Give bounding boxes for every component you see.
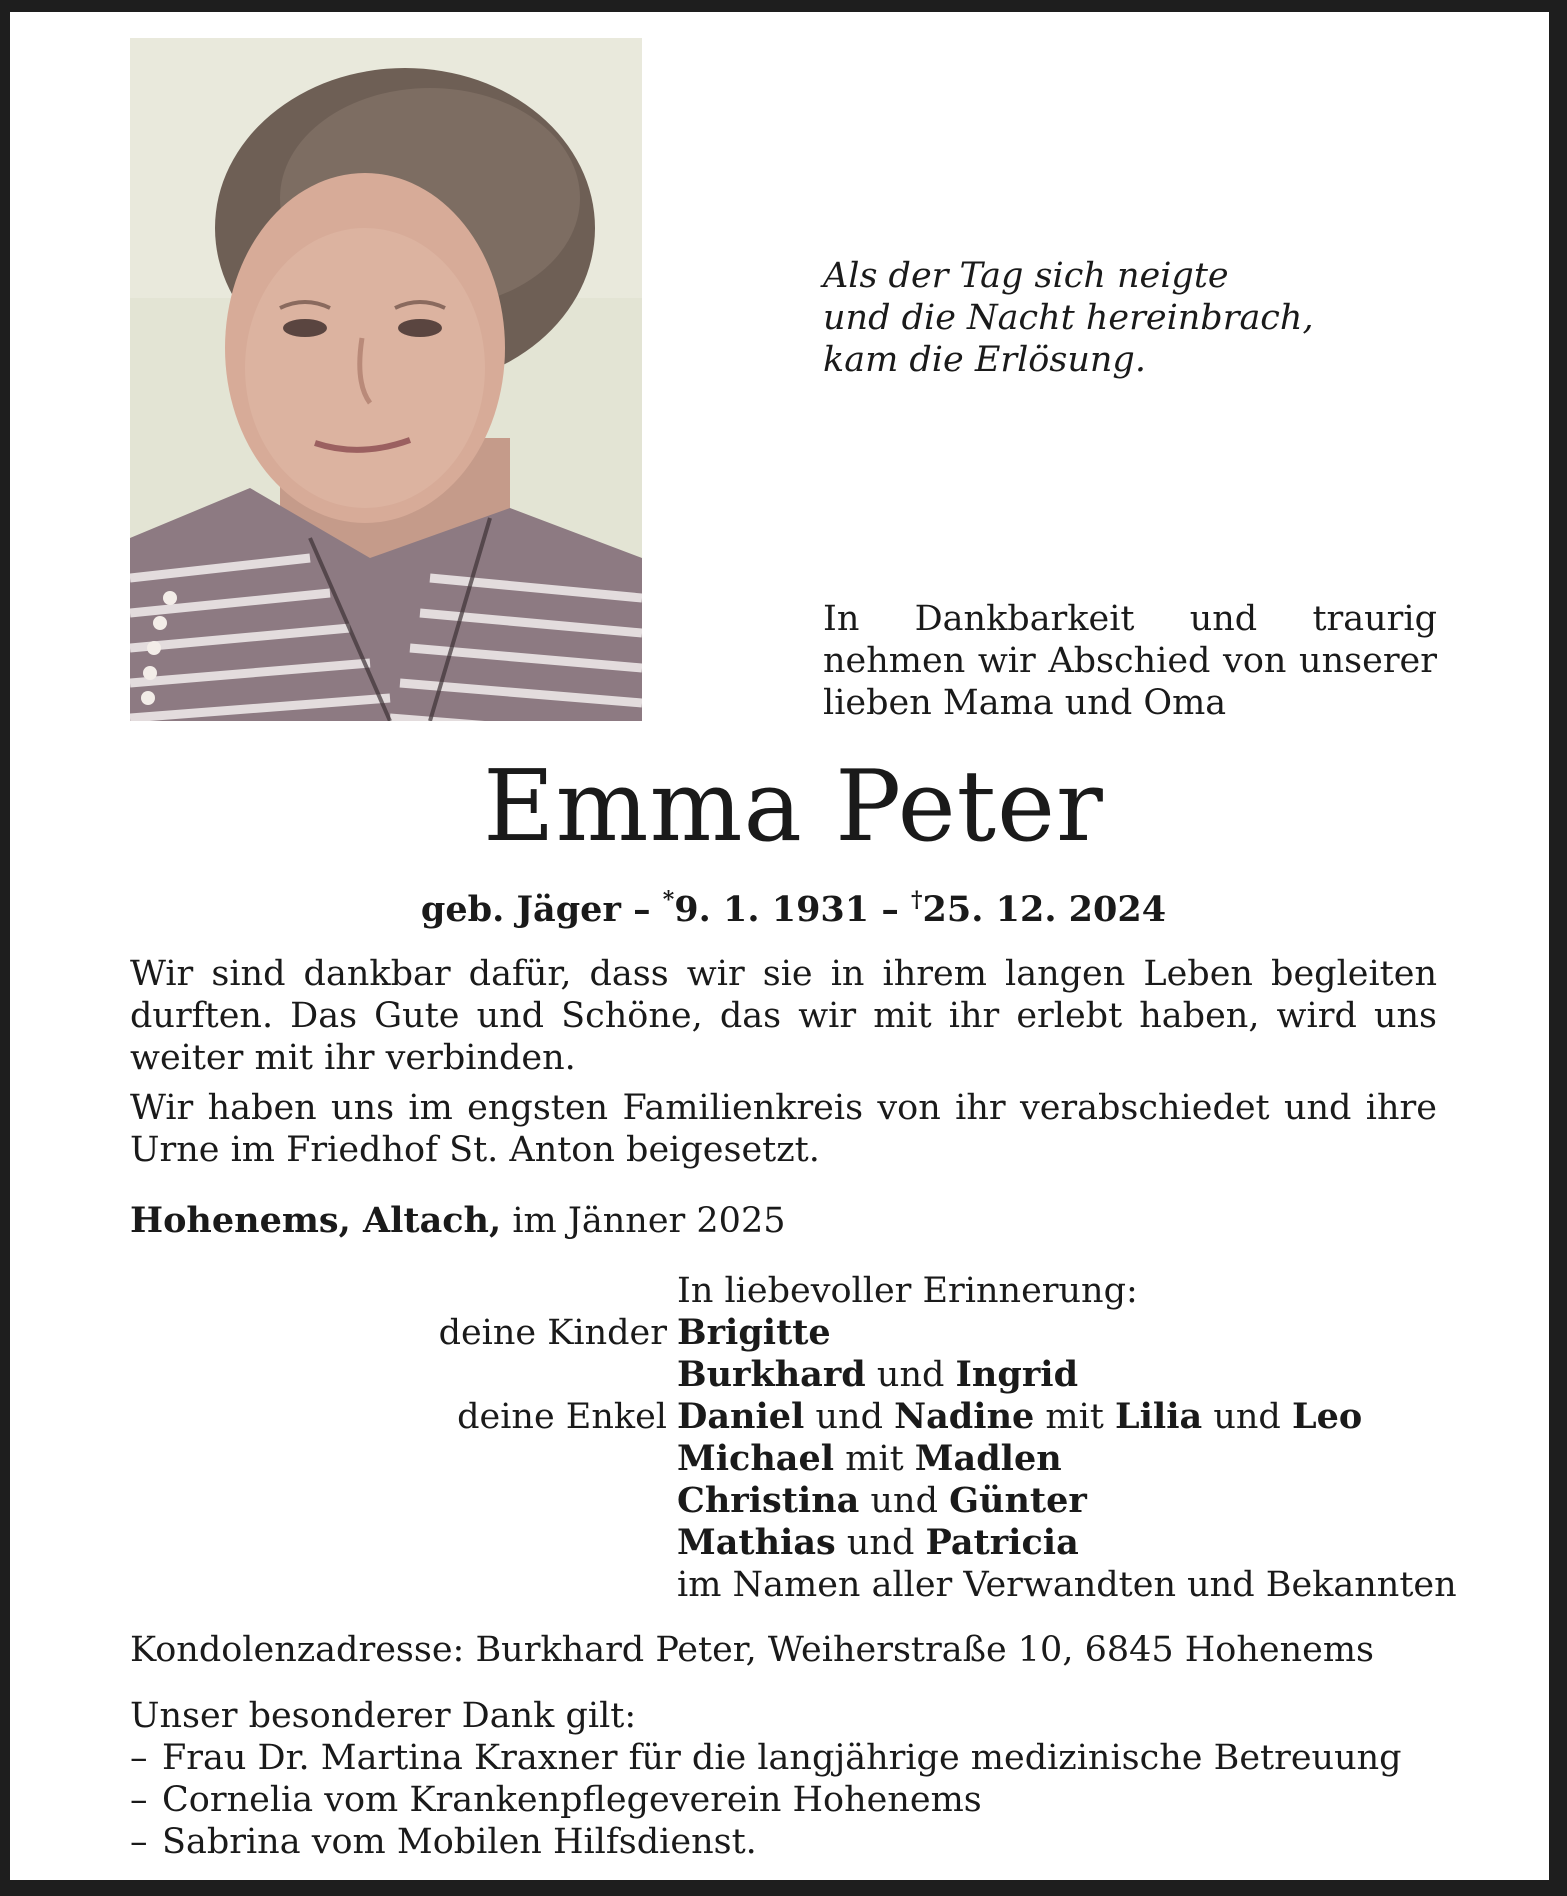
thanks-section	[130, 1695, 1402, 1863]
place-locations: Hohenems, Altach,	[130, 1200, 502, 1241]
place-month: im Jänner 2025	[512, 1201, 786, 1241]
quote-line: Als der Tag sich neigte	[823, 256, 1229, 296]
death-symbol: †	[911, 887, 923, 913]
children-label: deine Kinder	[438, 1313, 667, 1353]
obituary-body	[130, 953, 1437, 1179]
signature-line: Daniel und Nadine mit Lilia und Leo	[677, 1396, 1363, 1437]
signature-line: Christina und Günter	[677, 1480, 1087, 1521]
quote-line: und die Nacht hereinbrach,	[823, 298, 1314, 338]
memorial-quote	[823, 255, 1463, 381]
separator: –	[633, 889, 651, 930]
condolence-address: Kondolenzadresse: Burkhard Peter, Weiherstraße 10, 6845 Hohenems	[130, 1630, 1375, 1670]
deceased-name: Emma Peter	[483, 750, 1104, 864]
birth-symbol: *	[662, 887, 675, 913]
thanks-heading: Unser besonderer Dank gilt:	[130, 1696, 637, 1736]
grandchildren-label: deine Enkel	[457, 1397, 667, 1437]
intro-text: In Dankbarkeit und traurig nehmen wir Abschied von unserer lieben Mama und Oma	[823, 599, 1437, 723]
signature-line: Burkhard und Ingrid	[677, 1354, 1079, 1395]
separator: –	[881, 889, 899, 930]
birth-name: geb. Jäger	[420, 889, 621, 930]
signatures-heading: In liebevoller Erinnerung:	[677, 1271, 1138, 1311]
signatures-closing: im Namen aller Verwandten und Bekannten	[677, 1565, 1457, 1605]
signature-line: Mathias und Patricia	[677, 1522, 1079, 1563]
quote-line: kam die Erlösung.	[823, 340, 1146, 380]
body-paragraph: Wir haben uns im engsten Familienkreis von ihr verabschiedet und ihre Urne im Friedhof St. Anton beigesetzt.	[130, 1088, 1437, 1170]
place-date	[130, 1200, 785, 1242]
signature-line: Michael mit Madlen	[677, 1438, 1062, 1479]
thanks-item: – Sabrina vom Mobilen Hilfsdienst.	[130, 1822, 757, 1862]
obituary-card	[10, 12, 1549, 1880]
thanks-item: – Frau Dr. Martina Kraxner für die langjährige medizinische Betreuung	[130, 1738, 1402, 1778]
signature-line: Brigitte	[677, 1312, 831, 1353]
portrait-photo	[130, 38, 642, 721]
death-date: 25. 12. 2024	[922, 889, 1167, 930]
body-paragraph: Wir sind dankbar dafür, dass wir sie in ihrem langen Leben begleiten durften. Das Gute und Schöne, das wir mit ihr erlebt haben, wird uns weiter mit ihr verbinden.	[130, 954, 1437, 1078]
thanks-item: – Cornelia vom Krankenpflegeverein Hohenems	[130, 1780, 982, 1820]
birth-date: 9. 1. 1931	[674, 889, 870, 930]
birth-death-line	[10, 878, 1567, 932]
signatures	[10, 1270, 1567, 1606]
